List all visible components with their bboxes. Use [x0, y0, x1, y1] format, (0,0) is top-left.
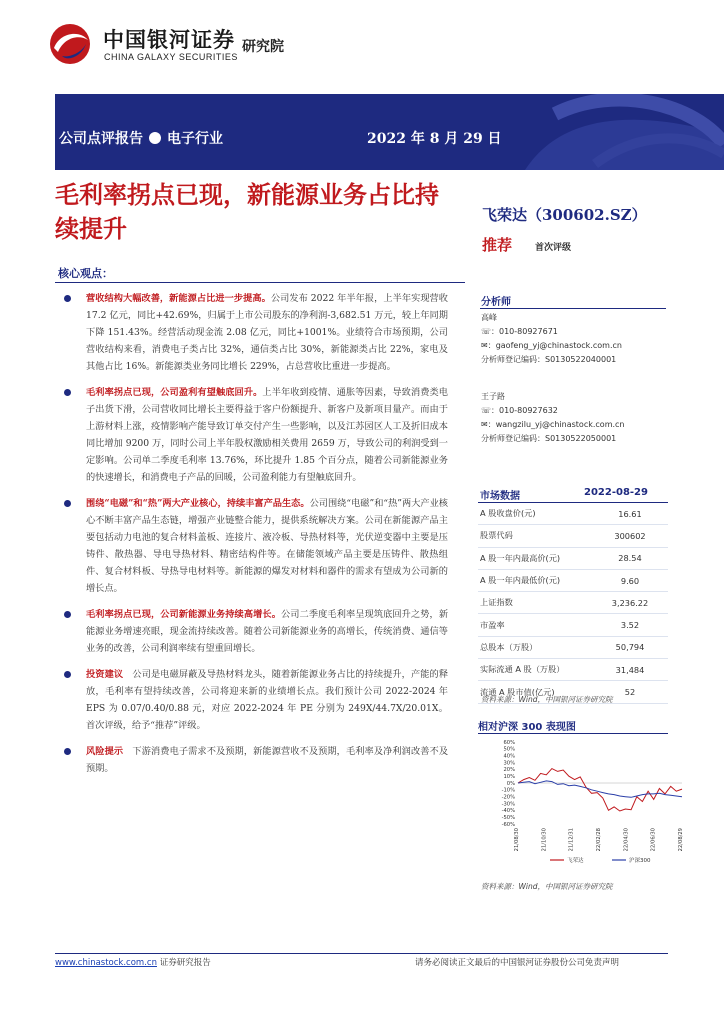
report-type-line	[59, 128, 223, 148]
stock-name-code: 飞荣达（300602.SZ）	[482, 206, 647, 224]
row-value: 16.61	[592, 503, 668, 525]
x-tick-label: 22/08/29	[678, 828, 684, 852]
analyst-name: 王子路	[481, 392, 505, 401]
y-tick-label: 20%	[503, 767, 515, 774]
x-tick-label: 21/12/31	[568, 828, 575, 852]
x-tick-label: 22/04/30	[623, 828, 630, 852]
company-name-cn: 中国银河证券	[103, 28, 235, 52]
y-tick-label: -30%	[501, 801, 515, 808]
x-tick-label: 21/08/30	[514, 828, 520, 852]
analyst-reg: 分析师登记编码：S0130522050001	[481, 434, 617, 443]
bullet-text: 公司是电磁屏蔽及导热材料龙头，随着新能源业务占比的持续提升，产能的释放，毛利率有望持续改善，公司将迎来新的业绩增长点。我们预计公司 2022-2024 年 EPS 为 0.07/0.40/0.88 元，对应 2022-2024 年 PE 分别为 249X/44.7X/20.01X。首次评级，给予“推荐”评级。	[86, 669, 449, 731]
row-label: 股票代码	[478, 525, 592, 547]
analyst-card	[481, 311, 671, 367]
y-tick-label: 10%	[503, 773, 515, 780]
analyst-heading: 分析师	[481, 297, 511, 308]
bullet-icon	[64, 671, 71, 678]
rating-note: 首次评级	[535, 243, 572, 253]
row-value: 300602	[592, 525, 668, 547]
table-row	[478, 503, 668, 525]
x-tick-label: 22/06/30	[650, 828, 657, 852]
table-row	[478, 614, 668, 636]
y-tick-label: 50%	[503, 746, 515, 753]
footer-left	[55, 956, 211, 968]
analyst-card	[481, 390, 671, 446]
row-value: 52	[592, 681, 668, 703]
list-item	[58, 290, 448, 375]
core-views-list	[58, 290, 448, 786]
chart-title: 相对沪深 300 表现图	[478, 722, 576, 733]
series-line	[518, 769, 682, 811]
y-tick-label: 0%	[506, 780, 515, 787]
bullet-highlight: 投资建议	[86, 669, 124, 680]
industry-label: 电子行业	[167, 131, 223, 147]
market-data-heading: 市场数据	[480, 491, 520, 502]
row-label: 流通 A 股市值(亿元)	[478, 681, 592, 703]
row-value: 9.60	[592, 569, 668, 591]
report-title: 毛利率拐点已现，新能源业务占比持续提升	[55, 180, 439, 243]
analyst-email[interactable]: ✉：wangzilu_yj@chinastock.com.cn	[481, 420, 625, 429]
table-row	[478, 659, 668, 681]
rating-label: 推荐	[482, 236, 513, 254]
row-label: 上证指数	[478, 592, 592, 614]
y-tick-label: -20%	[501, 794, 515, 801]
footer-left-text: 证券研究报告	[159, 958, 211, 968]
report-banner	[55, 94, 724, 170]
market-source: 资料来源：Wind，中国银河证券研究院	[481, 695, 613, 704]
chart-divider	[478, 733, 668, 734]
row-value: 3.52	[592, 614, 668, 636]
row-label: 总股本（万股）	[478, 636, 592, 658]
chart-source: 资料来源：Wind，中国银河证券研究院	[481, 882, 613, 891]
bullet-text: 上半年收到疫情、通胀等因素，导致消费类电子出货下滑，公司营收同比增长主要得益于客户份额提升、新客户及新项目量产。而由于上游材料上涨，疫情影响产能导致订单交付产生一些影响，以及江苏园区人工及折旧成本同比增加 9200 万，同时公司上半年股权激励相关费用 2659 万，导致公司的利润受到一定影响。公司单二季度毛利率 13.76%，环比提升 1.85 个百分点，随着公司新能源业务的快速增长，和消费电子产品的回暖，公司盈利能力有望触底回升。	[86, 387, 448, 483]
row-value: 28.54	[592, 547, 668, 569]
row-label: A 股一年内最高价(元)	[478, 547, 592, 569]
table-row	[478, 547, 668, 569]
market-data-header	[478, 486, 668, 503]
institute-label: 研究院	[242, 39, 284, 55]
row-value: 3,236.22	[592, 592, 668, 614]
y-tick-label: -50%	[501, 814, 515, 821]
bullet-text: 公司发布 2022 年半年报，上半年实现营收 17.2 亿元，同比+42.69%，归属于上市公司股东的净利润-3,682.51 万元，较上年同期下降 151.43%。经营活动现金流 2.08 亿元，同比+1001%。业绩符合市场预期，公司营收结构来看，消费电子类占比 32%，通信类占比 30%，新能源类占比 22%，家电及其他占比 16%。新能源类业务同比增长 229%，占总营收比重进一步提高。	[86, 293, 448, 372]
analyst-divider	[480, 308, 666, 309]
bullet-highlight: 风险提示	[86, 746, 124, 757]
website-link[interactable]: www.chinastock.com.cn	[55, 958, 157, 968]
analyst-phone: ☏：010-80927671	[481, 327, 558, 336]
y-tick-label: 40%	[503, 753, 515, 760]
disclaimer-note: 请务必阅读正文最后的中国银河证券股份公司免责声明	[415, 958, 620, 968]
bullet-text: 公司二季度毛利率呈现筑底回升之势，新能源业务增速亮眼，现金流持续改善。随着公司新能源业务的高增长，传统消费、通信等业务的改善，公司利润率续有望重回增长。	[86, 609, 449, 654]
bullet-highlight: 围绕“电磁”和“热”两大产业核心，持续丰富产品生态。	[86, 498, 310, 509]
bullet-icon	[64, 295, 71, 302]
core-views-divider	[55, 282, 465, 283]
bullet-icon	[64, 500, 71, 507]
market-data-table	[478, 503, 668, 704]
company-name-en: CHINA GALAXY SECURITIES	[104, 52, 238, 62]
y-tick-label: -10%	[501, 787, 515, 794]
row-label: 实际流通 A 股（万股）	[478, 659, 592, 681]
table-row	[478, 525, 668, 547]
list-item	[58, 384, 448, 486]
footer-divider	[55, 953, 668, 954]
row-value: 50,794	[592, 636, 668, 658]
core-views-heading: 核心观点：	[58, 267, 113, 280]
bullet-highlight: 毛利率拐点已现，公司盈利有望触底回升。	[86, 387, 263, 398]
legend-label: 飞荣达	[567, 858, 584, 864]
analyst-name: 高峰	[481, 313, 497, 322]
bullet-icon	[64, 389, 71, 396]
row-label: 市盈率	[478, 614, 592, 636]
bullet-icon	[64, 611, 71, 618]
separator-dot-icon	[149, 132, 161, 144]
table-row	[478, 592, 668, 614]
list-item	[58, 743, 448, 777]
y-tick-label: -40%	[501, 808, 515, 815]
row-label: A 股收盘价(元)	[478, 503, 592, 525]
report-date: 2022 年 8 月 29 日	[367, 131, 502, 147]
analyst-email[interactable]: ✉：gaofeng_yj@chinastock.com.cn	[481, 341, 622, 350]
bullet-highlight: 营收结构大幅改善，新能源占比进一步提高。	[86, 293, 271, 304]
bullet-highlight: 毛利率拐点已现，公司新能源业务持续高增长。	[86, 609, 281, 620]
x-tick-label: 22/02/28	[596, 828, 602, 852]
y-tick-label: 60%	[503, 739, 515, 746]
table-row	[478, 569, 668, 591]
bullet-text: 公司围绕“电磁”和“热”两大产业核心不断丰富产品生态链，增强产业链整合能力，提供系统解决方案。公司在新能源产品主要包括动力电池的复合材料盖板、连接片、液冷板、导热材料等，光伏逆变器中主要是压铸件、散热器、导电导热材料、精密结构件等。在储能领域产品主要是压铸件、散热组件、复合材料板、导热导电材料等。新能源的爆发对材料和器件的需求有望成为公司新的增长点。	[86, 498, 448, 594]
analyst-phone: ☏：010-80927632	[481, 406, 558, 415]
list-item	[58, 666, 448, 734]
legend-label: 沪深300	[629, 858, 651, 864]
market-data-date: 2022-08-29	[584, 487, 648, 498]
relative-performance-chart	[480, 738, 690, 868]
list-item	[58, 495, 448, 597]
row-label: A 股一年内最低价(元)	[478, 569, 592, 591]
report-type: 公司点评报告	[59, 131, 143, 147]
galaxy-logo-icon	[48, 22, 92, 66]
y-tick-label: 30%	[503, 760, 515, 767]
analyst-reg: 分析师登记编码：S0130522040001	[481, 355, 617, 364]
x-tick-label: 21/10/30	[541, 828, 548, 852]
bullet-icon	[64, 748, 71, 755]
table-row	[478, 636, 668, 658]
row-value: 31,484	[592, 659, 668, 681]
list-item	[58, 606, 448, 657]
bullet-text: 下游消费电子需求不及预期，新能源营收不及预期，毛利率及净利润改善不及预期。	[86, 746, 449, 774]
y-tick-label: -60%	[501, 821, 515, 828]
